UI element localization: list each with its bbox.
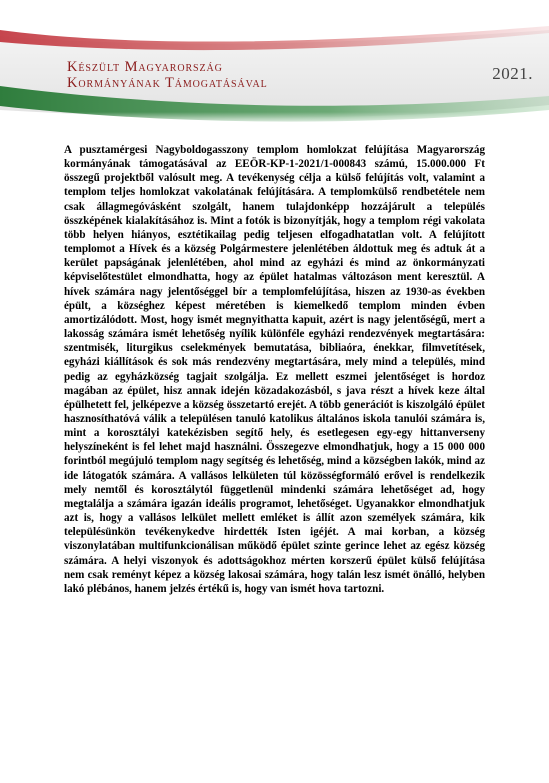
header-title-line2: Kormányának Támogatásával (67, 74, 268, 91)
header-title (67, 60, 268, 91)
header-year: 2021. (492, 64, 533, 83)
body-paragraph: A pusztamérgesi Nagyboldogasszony templom homlokzat felújítása Magyarország kormányának támogatásával az EEÖR-KP-1-2021/1-000843 számú, 15.000.000 Ft összegű projektből valósult meg. A tevékenység célja a külső felújítás volt, valamint a templom teljes homlokzat vakolatának felújítására. A templomkülső rendbetétele nem csak állagmegóvásként szolgált, hanem tulajdonképp hozzájárult a település összképének kialakításához is. Mint a fotók is bizonyítják, hogy a templom régi vakolata több helyen hiányos, esztétikailag pedig teljesen elfogadhatatlan volt. A felújított templomot a Hívek és a község Polgármestere jelenlétében áldottuk meg és adtuk át a kerület papságának jelenlétében, ahol mind az egyházi és mind az önkormányzati képviselőtestület elmondhatta, hogy az épület hatalmas változáson ment keresztül. A hívek számára nagy jelentőséggel bír a templomfelújítása, hiszen az 1930-as években épült, a községhez képest méretében is kiemelkedő templom minden évben amortizálódott. Most, hogy ismét megnyithatta kapuit, azért is nagy jelentőségű, mert a lakosság számára ismét lehetőség nyílik különféle egyházi rendezvények megtartására: szentmisék, liturgikus cselekmények bemutatása, bibliaóra, énekkar, filmvetítések, egyházi kiállítások és sok más rendezvény megtartására, mely mind a település, mind pedig az egyházközség tagjait szolgálja. Ez mellett eszmei jelentőséget is hordoz magában az épület, hisz annak idején közadakozásból, s java részt a hívek keze által épülhetett fel, jelképezve a község összetartó erejét. A több generációt is kiszolgáló épület hasznosíthatóvá válik a településen tanuló katolikus általános iskola tanulói számára is, mint a korosztályi katekézisben segítő hely, és esetlegesen egy-egy hittanverseny helyszíneként is fel lehet majd használni. Összegezve elmondhatjuk, hogy a 15 000 000 forintból megújuló templom nagy segítség és lehetőség, mind a községben lakók, mind az ide látogatók számára. A vallásos lelkületen túl közösségformáló erővel is rendelkezik mely nemtől és korosztálytól függetlenül mindenki számára lehetőséget ad, hogy megtalálja a számára igazán ideális programot, lehetőséget. Ugyanakkor elmondhatjuk azt is, hogy a vallásos lelkület mellett emléket is állít azon személyek számára, kik településünkön tevékenykedve hirdették Isten igéjét. A mai korban, a község viszonylatában multifunkcionálisan működő épület szinte gerince lehet az egész község számára. A helyi viszonyok és adottságokhoz mérten korszerű épület külső felújítása nem csak reményt képez a község lakosai számára, hogy talán lesz ismét önálló, helyben lakó plébános, hanem jelzés értékű is, hogy van ismét hova tartozni. (64, 144, 485, 595)
header-title-line1: Készült Magyarország (67, 59, 223, 75)
government-support-header (0, 0, 549, 125)
